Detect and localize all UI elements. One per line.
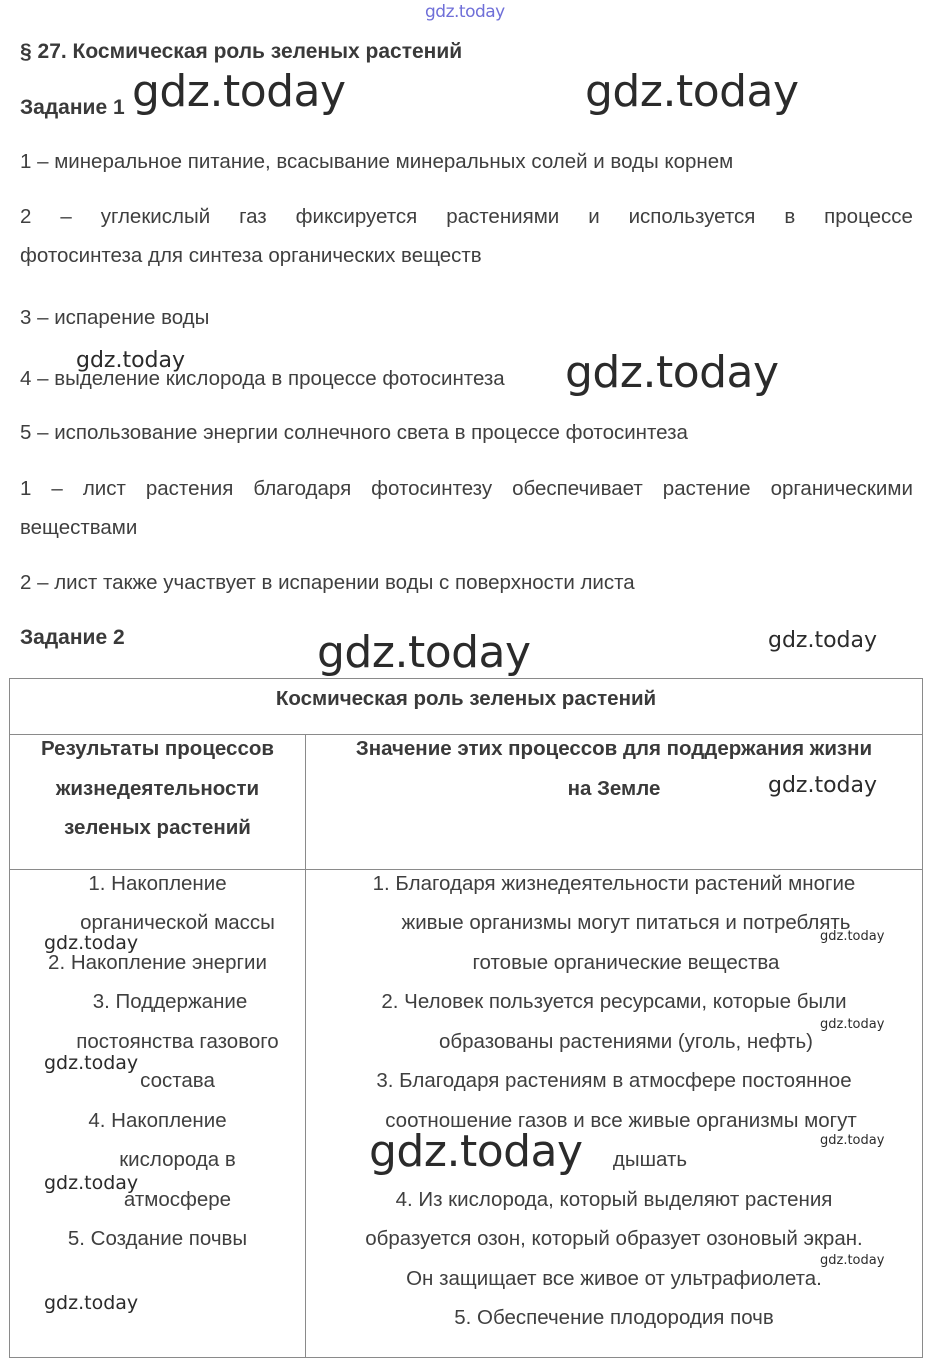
watermark-tiny: gdz.today	[820, 1253, 885, 1268]
watermark-small: gdz.today	[44, 932, 139, 954]
task1-item-2-line1: 2 – углекислый газ фиксируется растениями и используется в процессе	[20, 205, 913, 228]
task1-item-1: 1 – минеральное питание, всасывание минеральных солей и воды корнем	[20, 150, 734, 173]
col2-line: 5. Обеспечение плодородия почв	[454, 1306, 774, 1329]
section-title: § 27. Космическая роль зеленых растений	[20, 40, 463, 63]
watermark-top: gdz.today	[425, 2, 505, 22]
col2-line: 2. Человек пользуется ресурсами, которые были	[381, 990, 847, 1013]
watermark-medium: gdz.today	[768, 773, 878, 798]
task1-item-2-line2: фотосинтеза для синтеза органических веществ	[20, 244, 482, 267]
task1-title: Задание 1	[20, 96, 125, 119]
col1-line: атмосфере	[123, 1188, 232, 1211]
watermark-large: gdz.today	[132, 66, 346, 117]
task1-item-2	[20, 197, 913, 275]
watermark-large: gdz.today	[369, 1126, 583, 1177]
task1-item-6-line1: 1 – лист растения благодаря фотосинтезу обеспечивает растение органическими	[20, 477, 913, 500]
col1-line: 1. Накопление	[88, 872, 227, 895]
col2-line: дышать	[612, 1148, 688, 1171]
col1-line: состава	[140, 1069, 215, 1092]
col2-line: соотношение газов и все живые организмы могут	[385, 1109, 857, 1132]
col1-line: кислорода в	[119, 1148, 236, 1171]
watermark-large: gdz.today	[585, 66, 799, 117]
task1-item-6-line2: веществами	[20, 516, 138, 539]
task1-item-4: 4 – выделение кислорода в процессе фотосинтеза	[20, 367, 505, 390]
col2-line: 3. Благодаря растениям в атмосфере постоянное	[376, 1069, 852, 1092]
watermark-medium: gdz.today	[768, 628, 878, 653]
task1-item-7: 2 – лист также участвует в испарении воды с поверхности листа	[20, 571, 635, 594]
col1-header: Результаты процессов жизнедеятельности зеленых растений	[41, 737, 274, 839]
col2-line: 4. Из кислорода, который выделяют растения	[395, 1188, 833, 1211]
task2-title: Задание 2	[20, 626, 125, 649]
watermark-small: gdz.today	[44, 1052, 139, 1074]
col2-line: готовые органические вещества	[472, 951, 780, 974]
col2-line: образованы растениями (уголь, нефть)	[439, 1030, 813, 1053]
task1-item-3: 3 – испарение воды	[20, 306, 210, 329]
col1-line: 3. Поддержание	[92, 990, 248, 1013]
watermark-large: gdz.today	[317, 627, 531, 678]
task1-item-6	[20, 469, 913, 547]
watermark-small: gdz.today	[44, 1292, 139, 1314]
col1-line: 2. Накопление энергии	[48, 951, 267, 974]
watermark-tiny: gdz.today	[820, 1133, 885, 1148]
table-caption: Космическая роль зеленых растений	[275, 687, 657, 710]
col2-line: Он защищает все живое от ультрафиолета.	[406, 1267, 822, 1290]
task1-item-5: 5 – использование энергии солнечного света в процессе фотосинтеза	[20, 421, 688, 444]
col1-line: постоянства газового	[76, 1030, 279, 1053]
col1-line: 5. Создание почвы	[67, 1227, 248, 1250]
col1-line: 4. Накопление	[88, 1109, 227, 1132]
col2-line: 1. Благодаря жизнедеятельности растений многие	[372, 872, 856, 895]
watermark-large: gdz.today	[565, 347, 779, 398]
watermark-small: gdz.today	[44, 1172, 139, 1194]
watermark-tiny: gdz.today	[820, 929, 885, 944]
col2-line: образуется озон, который образует озоновый экран.	[365, 1227, 863, 1250]
col1-line: органической массы	[80, 911, 275, 934]
col2-header: Значение этих процессов для поддержания жизни на Земле	[355, 737, 873, 800]
watermark-tiny: gdz.today	[820, 1017, 885, 1032]
col2-line: живые организмы могут питаться и потреблять	[401, 911, 851, 934]
watermark-medium: gdz.today	[76, 348, 186, 373]
